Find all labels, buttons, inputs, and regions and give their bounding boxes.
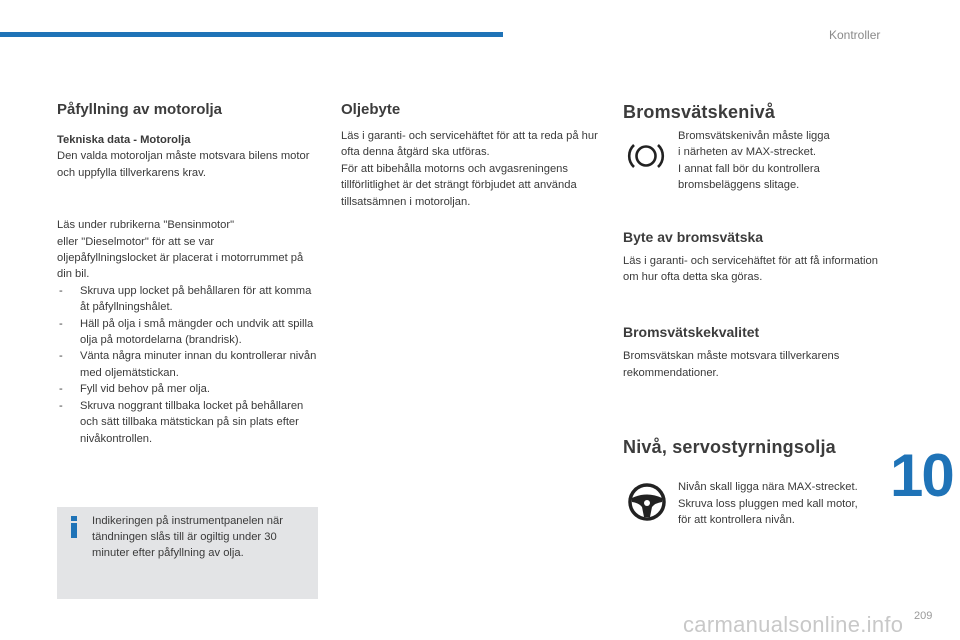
chapter-number: 10: [890, 442, 953, 509]
intro-line-2: eller "Dieselmotor" för att se var: [57, 235, 215, 248]
section-label: Kontroller: [829, 28, 881, 42]
header-accent-bar: [0, 32, 503, 37]
intro-line-3: oljepåfyllningslocket är placerat i motorrummet på din bil.: [57, 252, 304, 281]
watermark: carmanualsonline.info: [683, 612, 904, 637]
brake-level-line: i närheten av MAX-strecket.: [678, 146, 817, 159]
steering-wheel-icon: [626, 481, 668, 523]
list-item: - Vänta några minuter innan du kontrollerar nivån med oljemätstickan.: [57, 348, 319, 381]
oil-change-text-1: Läs i garanti- och servicehäftet för att ta reda på hur ofta denna åtgärd ska utföras.: [341, 130, 598, 159]
column-oil-change: [341, 100, 599, 210]
heading-oil-change: Oljebyte: [341, 101, 401, 118]
steering-line: Skruva loss pluggen med kall motor,: [678, 497, 858, 510]
list-item: - Skruva upp locket på behållaren för att komma åt påfyllningshålet.: [57, 283, 319, 316]
tech-data-heading: Tekniska data - Motorolja: [57, 134, 191, 146]
heading-power-steering-fluid: Nivå, servostyrningsolja: [623, 437, 836, 458]
page-number: 209: [914, 610, 933, 622]
brake-warning-icon: [627, 140, 665, 172]
brake-quality-text: Bromsvätskan måste motsvara tillverkarens rekommendationer.: [623, 350, 840, 379]
intro-line-1: Läs under rubrikerna "Bensinmotor": [57, 219, 235, 232]
brake-level-line: bromsbeläggens slitage.: [678, 179, 800, 192]
info-box: [57, 507, 318, 599]
info-text: Indikeringen på instrumentpanelen när tändningen slås till är ogiltig under 30 minuter efter påfyllning av olja.: [92, 515, 283, 559]
brake-level-line: Bromsvätskenivån måste ligga: [678, 130, 830, 142]
brake-level-line: I annat fall bör du kontrollera: [678, 162, 820, 175]
info-icon: [70, 516, 78, 538]
list-item: - Skruva noggrant tillbaka locket på behållaren och sätt tillbaka mätstickan på sin plats efter nivåkontrollen.: [57, 398, 319, 447]
heading-brake-fluid-quality: Bromsvätskekvalitet: [623, 324, 760, 341]
oil-change-text-2: För att bibehålla motorns och avgasreningens tillförlitlighet är det strängt förbjudet att använda tillsatsämnen i motoroljan.: [341, 162, 577, 208]
steering-line: för att kontrollera nivån.: [678, 514, 795, 527]
steering-line: Nivån skall ligga nära MAX-strecket.: [678, 481, 858, 494]
brake-change-text: Läs i garanti- och servicehäftet för att få information om hur ofta detta ska göras.: [623, 254, 878, 284]
list-item: - Fyll vid behov på mer olja.: [57, 381, 319, 397]
fill-steps-list: [57, 283, 319, 447]
heading-brake-fluid-level: Bromsvätskenivå: [623, 102, 776, 122]
heading-brake-fluid-change: Byte av bromsvätska: [623, 228, 764, 245]
heading-oil-fill: Påfyllning av motorolja: [57, 101, 223, 118]
column-engine-oil-fill: [57, 100, 319, 447]
tech-data-text: Den valda motoroljan måste motsvara bilens motor och uppfylla tillverkarens krav.: [57, 150, 310, 179]
list-item: - Häll på olja i små mängder och undvik att spilla olja på motordelarna (brandrisk).: [57, 316, 319, 349]
